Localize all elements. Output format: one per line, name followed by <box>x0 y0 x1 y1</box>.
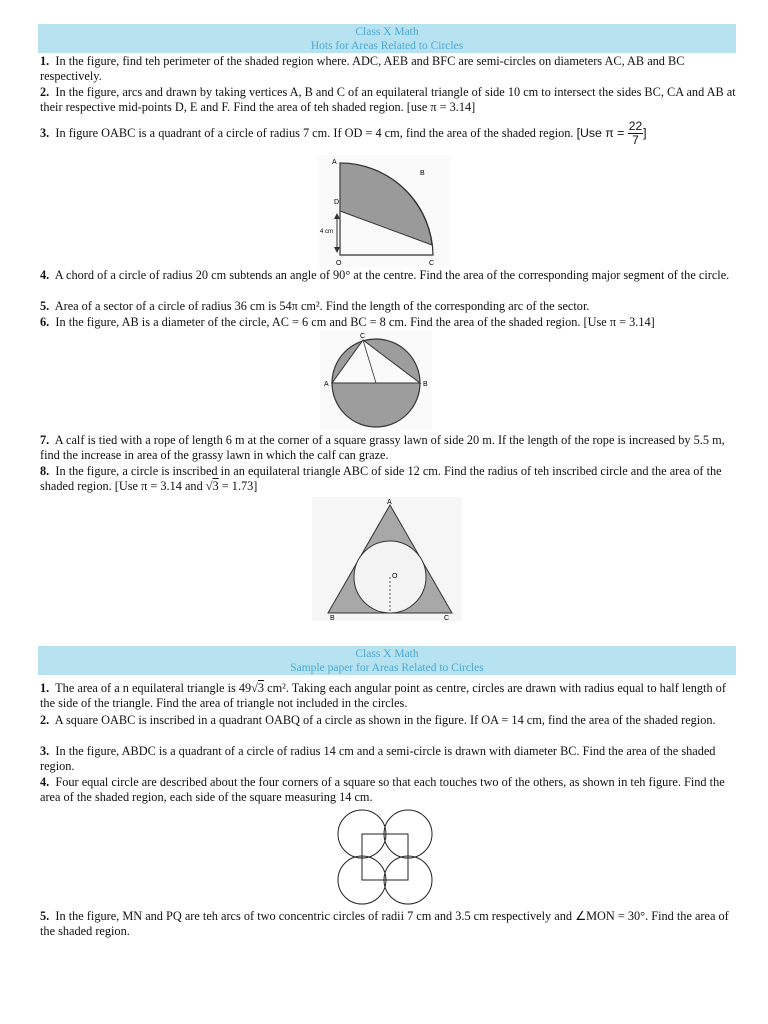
question-text: A chord of a circle of radius 20 cm subtends an angle of 90° at the centre. Find the area of the corresponding major segment of the circle. <box>54 268 730 282</box>
label-a: A <box>387 499 392 506</box>
label-a: A <box>324 381 329 388</box>
hots-question-2 <box>40 85 736 115</box>
hots-header <box>38 24 736 53</box>
sqrt: √3 <box>251 681 265 695</box>
question-number: 3. <box>40 125 50 140</box>
label-b: B <box>330 615 335 621</box>
header-subtitle: Hots for Areas Related to Circles <box>310 40 464 52</box>
sample-question-4 <box>40 775 736 805</box>
header-title: Class X Math <box>355 648 419 660</box>
question-text: In the figure, AB is a diameter of the circle, AC = 6 cm and BC = 8 cm. Find the area of the shaded region. [Use π = 3.14] <box>55 315 655 329</box>
question-text: cm². Taking each angular point as centre, circles are drawn with radius equal to half length of the side of the triangle. Find the area of triangle not included in the circles. <box>40 681 726 710</box>
question-text: In the figure, MN and PQ are teh arcs of two concentric circles of radii 7 cm and 3.5 cm respectively and ∠MON = 30°. Find the area of the shaded region. <box>40 909 729 938</box>
four-circles-figure <box>332 807 438 907</box>
circle-diameter-figure <box>320 330 432 430</box>
question-text: In the figure, ABDC is a quadrant of a circle of radius 14 cm and a semi-circle is drawn with diameter BC. Find the area of the shaded region. <box>40 744 716 773</box>
sample-question-2 <box>40 713 736 728</box>
question-text: area of the shaded region. [Use π = 3.14 and <box>40 464 722 493</box>
question-number: 7. <box>40 433 50 447</box>
question-number: 8. <box>40 464 50 478</box>
question-number: 1. <box>40 681 50 695</box>
hots-question-4 <box>40 268 736 283</box>
label-c: C <box>360 333 366 340</box>
question-number: 6. <box>40 315 50 329</box>
question-text: Area of a sector of a circle of radius 36 cm is 54π cm². Find the length of the corresponding arc of the sector. <box>54 299 590 313</box>
question-number: 1. <box>40 54 50 68</box>
question-number: 5. <box>40 909 50 923</box>
hots-question-3 <box>40 120 736 147</box>
hots-question-8 <box>40 464 736 494</box>
sample-header <box>38 646 736 675</box>
inscribed-circle-figure <box>312 497 462 621</box>
pi-hint: [Use π = $\frac{22}{7}$ ] <box>576 119 647 147</box>
question-number: 2. <box>40 713 50 727</box>
question-text: In the figure, find teh perimeter of the shaded region where. ADC, AEB and BFC are semi-circles on diameters AC, AB and BC respectively. <box>40 54 685 83</box>
label-c: C <box>429 260 435 267</box>
hots-question-6 <box>40 315 736 330</box>
question-text: A calf is tied with a rope of length 6 m at the corner of a square grassy lawn of side 20 m. If the length of the rope is increased by 5.5 m, find the increase in area of the grassy lawn in which the calf can graze. <box>40 433 725 462</box>
label-o: O <box>336 260 342 267</box>
question-number: 4. <box>40 268 50 282</box>
label-b: B <box>420 170 425 177</box>
hots-question-1 <box>40 54 736 84</box>
label-o: O <box>392 573 398 580</box>
question-text: = 1.73] <box>221 479 258 493</box>
question-text: In figure OABC is a quadrant of a circle of radius 7 cm. If OD = 4 cm, find the area of the shaded region. <box>55 125 574 140</box>
question-text: The area of a n equilateral triangle is 49 <box>55 681 252 695</box>
label-a: A <box>332 159 337 166</box>
label-b: B <box>423 381 428 388</box>
hots-question-5 <box>40 299 736 314</box>
header-title: Class X Math <box>355 26 419 38</box>
question-number: 5. <box>40 299 50 313</box>
quadrant-figure <box>318 155 450 267</box>
label-length: 4 cm <box>320 229 334 235</box>
sample-question-5 <box>40 909 736 939</box>
question-number: 4. <box>40 775 50 789</box>
sample-question-1 <box>40 681 736 711</box>
question-text: Four equal circle are described about the four corners of a square so that each touches two of the others, as shown in teh figure. Find the area of the shaded region, each side of the square measuring 14 cm. <box>40 775 725 804</box>
sample-question-3 <box>40 744 736 774</box>
fraction: $\frac{22}{7}$ <box>628 119 643 147</box>
question-text: In the figure, arcs and drawn by taking vertices A, B and C of an equilateral triangle of side 10 cm to intersect the sides BC, CA and AB at their respective mid-points D, E and F. Find the area of teh shaded region. [use π = 3.14] <box>40 85 736 114</box>
label-d: D <box>334 199 340 206</box>
header-subtitle: Sample paper for Areas Related to Circles <box>290 662 484 674</box>
question-text: In the figure, a circle is inscribed in an equilateral triangle ABC of side 12 cm. Find the radius of teh inscribed circle and the <box>55 464 667 478</box>
sqrt: √3 <box>205 479 219 493</box>
question-number: 3. <box>40 744 50 758</box>
question-text: A square OABC is inscribed in a quadrant OABQ of a circle as shown in the figure. If OA = 14 cm, find the area of the shaded region. <box>54 713 716 727</box>
label-c: C <box>444 615 450 621</box>
question-number: 2. <box>40 85 50 99</box>
hots-question-7 <box>40 433 736 463</box>
